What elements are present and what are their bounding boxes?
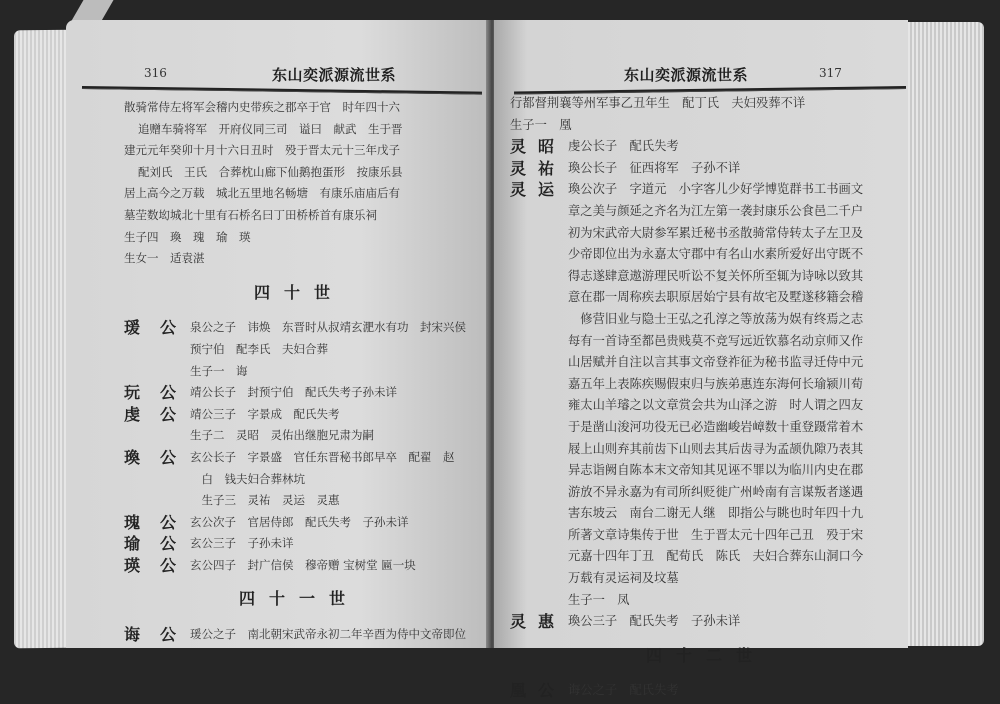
entry-text [568, 136, 902, 158]
text-line: 嘉五年上表陈疾赐假束归与族弟惠连东海何长瑜颍川荀 [568, 376, 864, 391]
running-title: 东山奕派源流世系 [624, 66, 749, 84]
name-char: 公 [159, 318, 176, 338]
name-char: 灵 [510, 137, 527, 157]
text-line: 诲公之子 配氏失考 [568, 683, 679, 698]
entry-text [190, 317, 474, 382]
text-line: 白 钱夫妇合葬林坑 [190, 471, 305, 486]
text-line: 虔公长子 配氏失考 [568, 139, 679, 154]
name-char: 瑰 [124, 512, 141, 532]
text-line: 初为宋武帝大尉参军累迁秘书丞散骑常侍转太子左卫及 [568, 225, 864, 240]
generation-heading: 四十一世 [238, 589, 359, 609]
running-title: 东山奕派源流世系 [272, 66, 397, 84]
text-line: 少帝即位出为永嘉太守郡中有名山水素所爱好出守既不 [568, 247, 864, 262]
entry-text [190, 404, 474, 447]
text-line: 瑍公三子 配氏失考 子孙未详 [568, 614, 741, 629]
entry-text [568, 158, 902, 180]
name-char: 虔 [124, 404, 141, 424]
text-line: 万载有灵运祠及坟墓 [568, 571, 679, 586]
text-line: 生子一 凰 [510, 117, 572, 132]
genealogy-entry [124, 512, 474, 534]
text-line: 修营旧业与隐士王弘之孔淳之等放荡为娱有终焉之志 [568, 311, 864, 326]
text-line: 追赠车骑将军 开府仪同三司 谥曰 献武 生于晋 [138, 121, 403, 136]
name-char: 祐 [537, 158, 554, 178]
entry-text [190, 533, 474, 555]
person-name [510, 680, 568, 702]
text-line: 墓茔数㘭城北十里有石桥名曰丁田桥桥首有康乐祠 [124, 207, 377, 222]
header-rule [82, 86, 482, 95]
genealogy-entry [510, 611, 902, 633]
name-char: 玩 [124, 383, 141, 403]
entry-text [190, 382, 474, 404]
entry-text [568, 179, 902, 611]
name-char: 凰 [510, 681, 527, 701]
text-line: 预宁伯 配李氏 夫妇合葬 [190, 341, 328, 356]
name-char: 瑗 [124, 318, 141, 338]
text-line: 生子一 诲 [190, 363, 248, 378]
genealogy-entry [124, 624, 474, 646]
text-line: 生子一 凤 [568, 592, 630, 607]
person-name [124, 317, 190, 382]
text-line: 所著文章诗集传于世 生于晋太元十四年己丑 殁于宋 [568, 527, 864, 542]
left-page [66, 20, 486, 648]
genealogy-entry [124, 533, 474, 555]
name-char: 瑛 [124, 555, 141, 575]
genealogy-entry [510, 680, 902, 702]
text-line: 玄公长子 字景盛 官任东晋秘书郎早卒 配翟 赵 [190, 449, 455, 464]
person-name [124, 533, 190, 555]
person-name [510, 611, 568, 633]
name-char: 灵 [510, 180, 527, 200]
generation-heading: 四十二世 [645, 645, 766, 665]
text-line: 玄公次子 官居侍郎 配氏失考 子孙未详 [190, 514, 409, 529]
name-char: 瑍 [124, 447, 141, 467]
entry-text [190, 624, 474, 646]
text-line: 生子四 瑍 瑰 瑜 瑛 [124, 229, 251, 244]
name-char: 灵 [510, 158, 527, 178]
text-line: 瑍公次子 字道元 小字客儿少好学博览群书工书画文 [568, 182, 864, 197]
generation-heading: 四十世 [253, 282, 344, 302]
text-line: 每有一首诗至都邑贵贱莫不竞写远近钦慕名动京师又作 [568, 333, 864, 348]
name-char: 诲 [124, 625, 141, 645]
text-line: 生子二 灵昭 灵佑出继胞兄肃为嗣 [190, 428, 374, 443]
text-line: 害东坡云 南台二谢无人继 即指公与眺也时年四十九 [568, 506, 864, 521]
genealogy-entry [510, 158, 902, 180]
text-line: 靖公三子 字景成 配氏失考 [190, 406, 340, 421]
text-line: 章之美与颜延之齐名为江左第一袭封康乐公食邑二千户 [568, 203, 864, 218]
name-char: 公 [159, 383, 176, 403]
person-name [124, 382, 190, 404]
text-line: 靖公长子 封预宁伯 配氏失考子孙未详 [190, 385, 397, 400]
page-number: 317 [819, 66, 842, 80]
text-line: 意在郡一周称疾去职原居始宁县有故宅及墅遂移籍会稽 [568, 290, 864, 305]
name-char: 惠 [537, 612, 554, 632]
name-char: 公 [159, 555, 176, 575]
text-line: 行都督荆襄等州军事乙丑年生 配丁氏 夫妇殁葬不详 [510, 96, 806, 110]
text-line: 居上高今之万载 城北五里地名畅塘 有康乐庙庙后有 [124, 186, 400, 201]
name-char: 公 [159, 447, 176, 467]
page-number: 316 [144, 66, 167, 80]
text-line: 得志遂肆意遨游理民听讼不复关怀所至辄为诗咏以致其 [568, 268, 864, 283]
entry-text [190, 447, 474, 512]
text-line: 瑗公之子 南北朝宋武帝永初二年辛酉为侍中文帝即位 [190, 627, 466, 642]
text-line: 建元元年癸卯十月十六日丑时 殁于晋太元十三年戊子 [124, 143, 400, 158]
text-line: 雍太山羊璿之以文章赏会共为山泽之游 时人谓之四友 [568, 398, 864, 413]
name-char: 公 [159, 404, 176, 424]
text-line: 游放不异永嘉为有司所纠贬徙广州岭南有言谋叛者遂遇 [568, 484, 864, 499]
genealogy-entry [124, 317, 474, 382]
text-line: 生女一 适袁湛 [124, 251, 205, 266]
text-line: 玄公四子 封广信侯 穆帝赠 宝树堂 匾一块 [190, 557, 416, 572]
name-char: 灵 [510, 612, 527, 632]
person-name [510, 179, 568, 611]
text-line: 泉公之子 讳焕 东晋时从叔靖玄淝水有功 封宋兴侯 [190, 320, 466, 335]
right-page-body [510, 93, 902, 702]
text-line: 元嘉十四年丁丑 配荀氏 陈氏 夫妇合葬东山洞口今 [568, 549, 864, 564]
genealogy-entry [510, 136, 902, 158]
entry-text [568, 611, 902, 633]
text-line: 散骑常侍左将军会稽内史带疾之郡卒于官 时年四十六 [124, 100, 400, 114]
name-char: 瑜 [124, 534, 141, 554]
text-line: 异志诣阙自陈本末文帝知其见诬不罪以为临川内史在郡 [568, 463, 864, 478]
right-page [494, 20, 908, 701]
person-name [124, 555, 190, 577]
left-page-body [124, 97, 474, 646]
person-name [124, 624, 190, 646]
name-char: 公 [159, 534, 176, 554]
genealogy-entry [124, 382, 474, 404]
name-char: 公 [159, 512, 176, 532]
text-line: 瑍公长子 征西将军 子孙不详 [568, 160, 741, 175]
person-name [510, 136, 568, 158]
person-name [124, 447, 190, 512]
person-name [124, 404, 190, 447]
text-line: 生子三 灵祐 灵运 灵惠 [190, 493, 340, 508]
name-char: 运 [537, 180, 554, 200]
entry-text [568, 680, 902, 702]
entry-text [190, 512, 474, 534]
page-edges-right [900, 22, 984, 646]
text-line: 屐上山则弃其前齿下山则去其后齿寻为孟颉仇隙乃表其 [568, 441, 864, 456]
genealogy-entry [510, 179, 902, 611]
genealogy-entry [124, 447, 474, 512]
name-char: 公 [537, 681, 554, 701]
text-line: 配刘氏 王氏 合葬枕山廊下仙鹅抱蛋形 按康乐县 [138, 164, 403, 179]
text-line: 于是凿山浚河功役无已必造幽峻岩嶂数十重登蹑常着木 [568, 419, 864, 434]
person-name [510, 158, 568, 180]
person-name [124, 512, 190, 534]
name-char: 公 [159, 625, 176, 645]
name-char: 昭 [537, 137, 554, 157]
genealogy-entry [124, 555, 474, 577]
text-line: 山居赋并自注以言其事文帝登祚征为秘书监寻迁侍中元 [568, 355, 864, 370]
entry-text [190, 555, 474, 577]
text-line: 玄公三子 子孙未详 [190, 536, 294, 551]
genealogy-entry [124, 404, 474, 447]
